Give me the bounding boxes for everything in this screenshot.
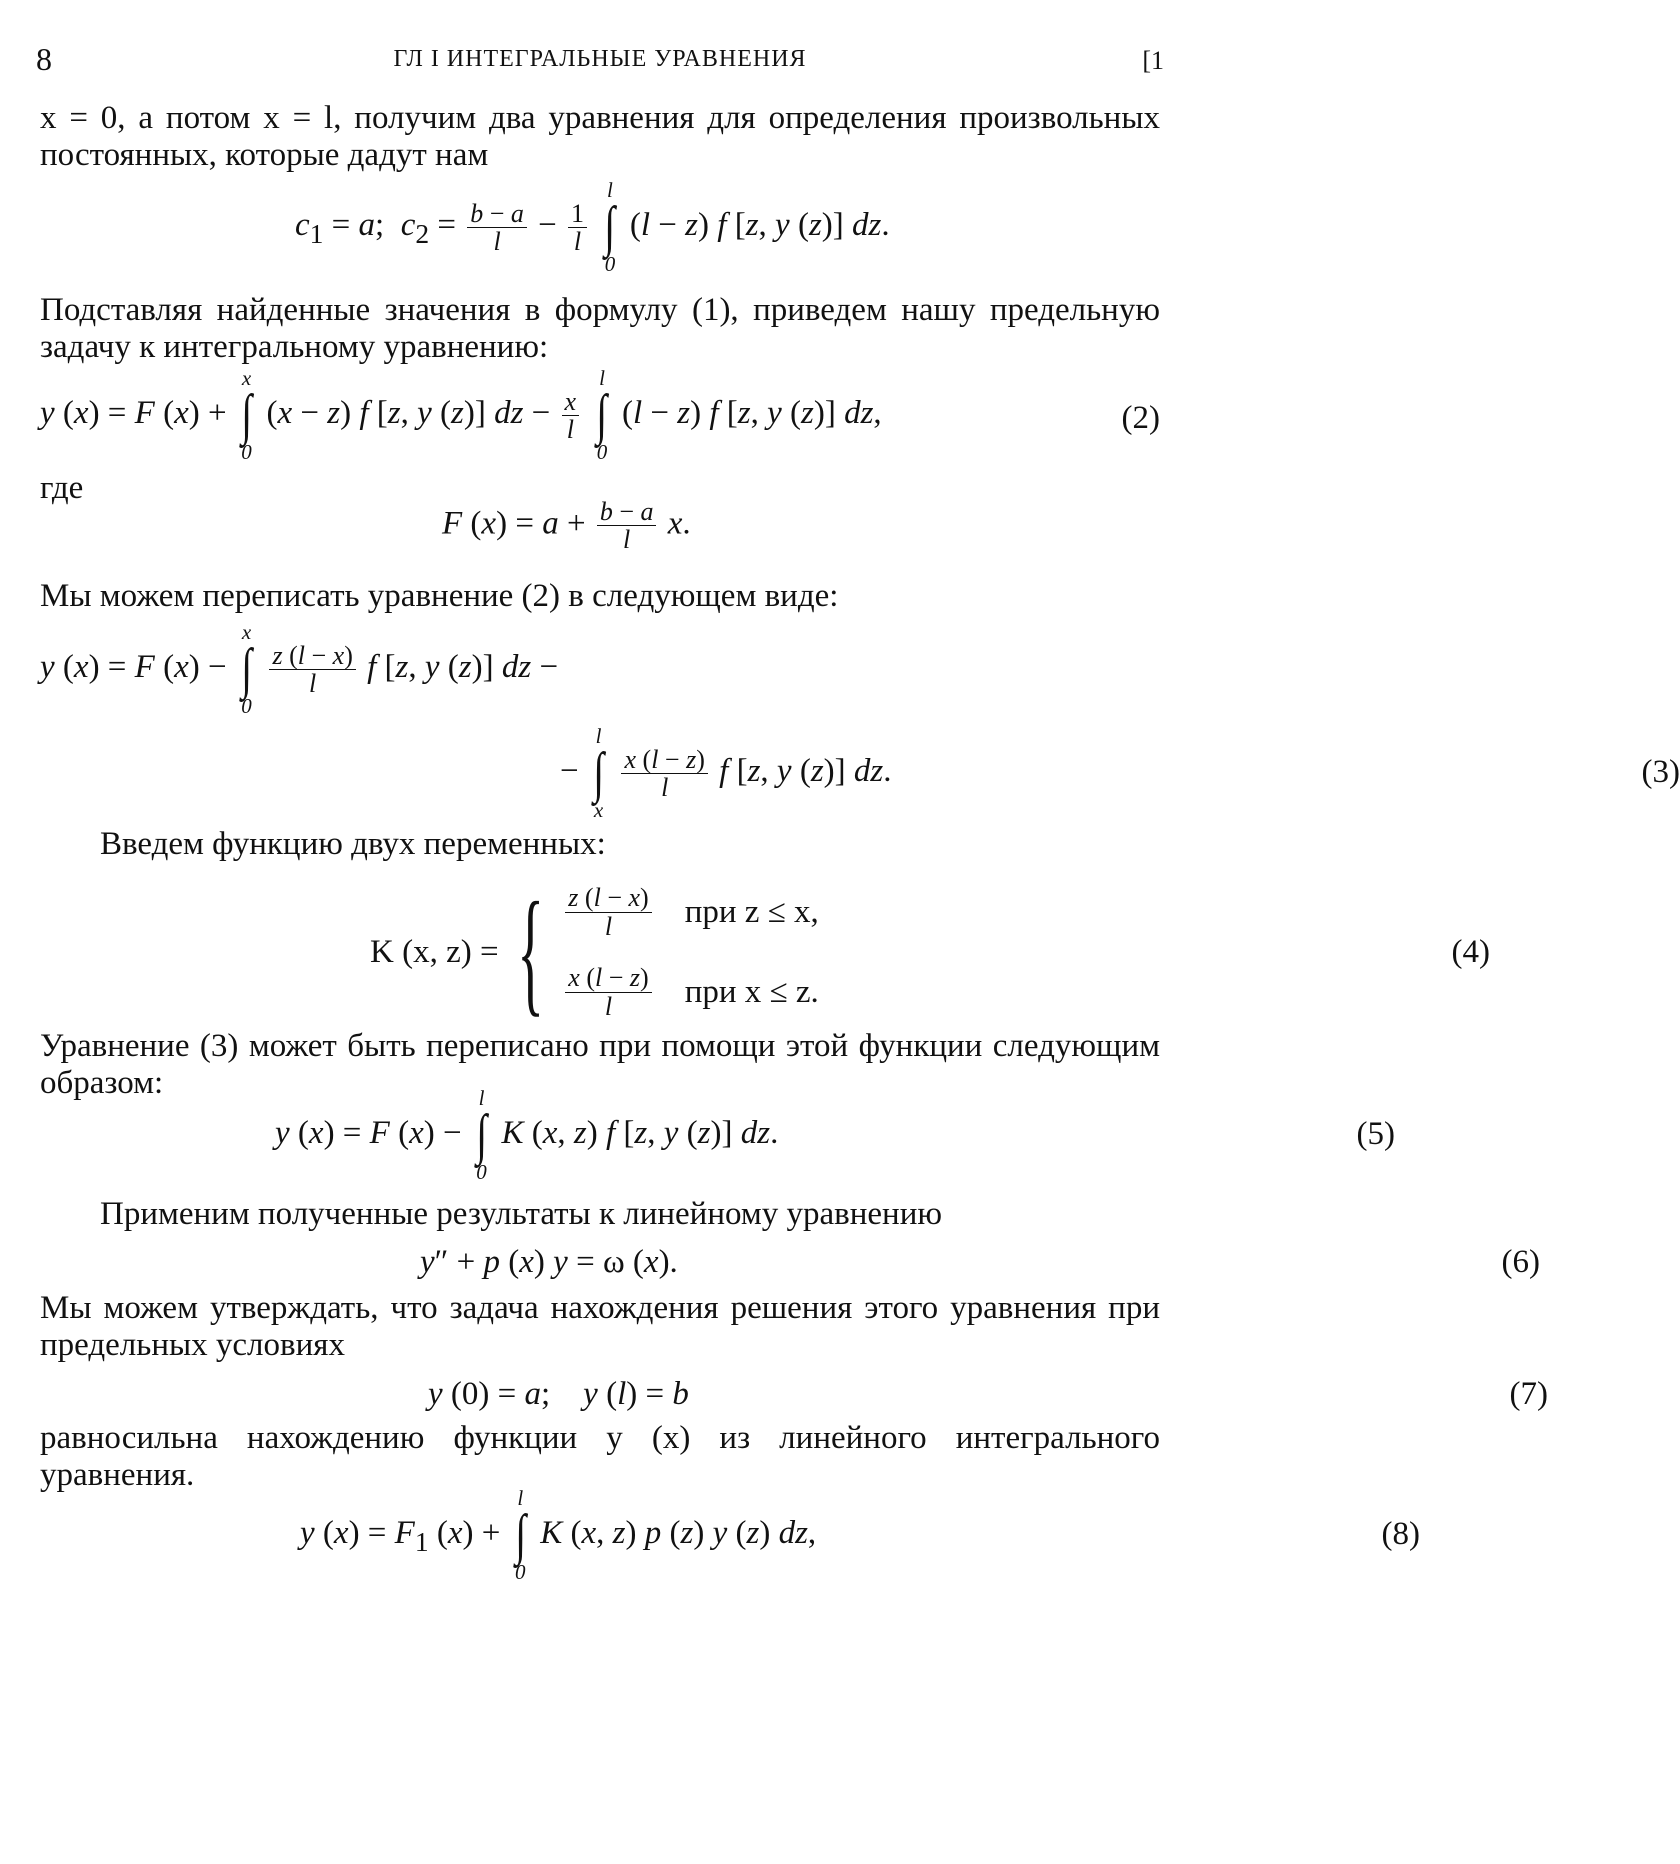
left-brace: {: [516, 874, 544, 1029]
paragraph-5: Введем функцию двух переменных:: [100, 826, 606, 862]
equation-6: y″ + p (x) y = ω (x). (6): [420, 1244, 1540, 1280]
running-header: [36, 42, 1164, 82]
case-2: $\frac{x (l - z)}{l}$ при x ≤ z.: [562, 952, 819, 1032]
equation-3-line-2: − l ∫ x $\frac{x (l - z)}{l}$ f [z, y (z)] dz. (3): [560, 724, 1680, 823]
equation-F: F (x) = a + $\frac{b - a}{l}$ x.: [442, 497, 691, 555]
equation-number-8: (8): [1381, 1516, 1420, 1552]
chapter-title: ГЛ I ИНТЕГРАЛЬНЫЕ УРАВНЕНИЯ: [393, 46, 807, 72]
equation-number-4: (4): [1451, 934, 1490, 970]
equation-8: y $(x) = F_1$ (x) + l ∫ 0 K (x, z) p (z) y (z) dz, (8): [300, 1486, 1420, 1585]
page-number: 8: [36, 41, 52, 77]
equation-number-2: (2): [1121, 400, 1160, 436]
equation-7: y (0) = a; y (l) = b (7): [428, 1376, 1548, 1412]
equation-3-line-1: y (x) = F (x) − x ∫ 0 $\frac{z (l - x)}{l}$ f [z, y (z)] dz −: [40, 620, 559, 719]
paragraph-8: Мы можем утверждать, что задача нахождения решения этого уравнения при предельных условиях: [40, 1290, 1160, 1363]
case-1: $\frac{z (l - x)}{l}$ при z ≤ x,: [562, 872, 819, 952]
equation-number-6: (6): [1501, 1244, 1540, 1280]
kernel-cases: [562, 872, 819, 1032]
equation-4: [40, 872, 1490, 1042]
equation-2: y (x) = F (x) + x ∫ 0 (x − z) f [z, y (z)] dz − $\frac{x}{l}$ l ∫ 0 (l − z) f [z, y (z)] dz, (2): [40, 366, 1160, 465]
paragraph-3: где: [40, 470, 84, 506]
section-marker: [1: [1142, 46, 1164, 75]
kernel-lhs: K (x, z) =: [370, 933, 499, 970]
paragraph-9: равносильна нахождению функции y (x) из линейного интегрального уравнения.: [40, 1420, 1160, 1493]
equation-number-3: (3): [1641, 754, 1680, 790]
paragraph-6: Уравнение (3) может быть переписано при помощи этой функции следующим образом:: [40, 1028, 1160, 1101]
equation-number-5: (5): [1356, 1116, 1395, 1152]
paragraph-7: Применим полученные результаты к линейному уравнению: [100, 1196, 943, 1232]
equation-constants: $c_1 = a$; $c_2$ = $\frac{b - a}{l}$ − $\frac{1}{l}$ l ∫ 0 (l − z) f [z, y (z)] dz.: [295, 178, 890, 277]
case-1-condition: при z ≤ x,: [684, 893, 819, 930]
equation-5: y (x) = F (x) − l ∫ 0 K (x, z) f [z, y (z)] dz. (5): [275, 1086, 1395, 1185]
paragraph-1: x = 0, а потом x = l, получим два уравнения для определения произвольных постоянных, которые дадут нам: [40, 100, 1160, 173]
paragraph-4: Мы можем переписать уравнение (2) в следующем виде:: [40, 578, 839, 614]
equation-number-7: (7): [1509, 1376, 1548, 1412]
paragraph-2: Подставляя найденные значения в формулу (1), приведем нашу предельную задачу к интегральному уравнению:: [40, 292, 1160, 365]
case-2-condition: при x ≤ z.: [684, 973, 819, 1010]
